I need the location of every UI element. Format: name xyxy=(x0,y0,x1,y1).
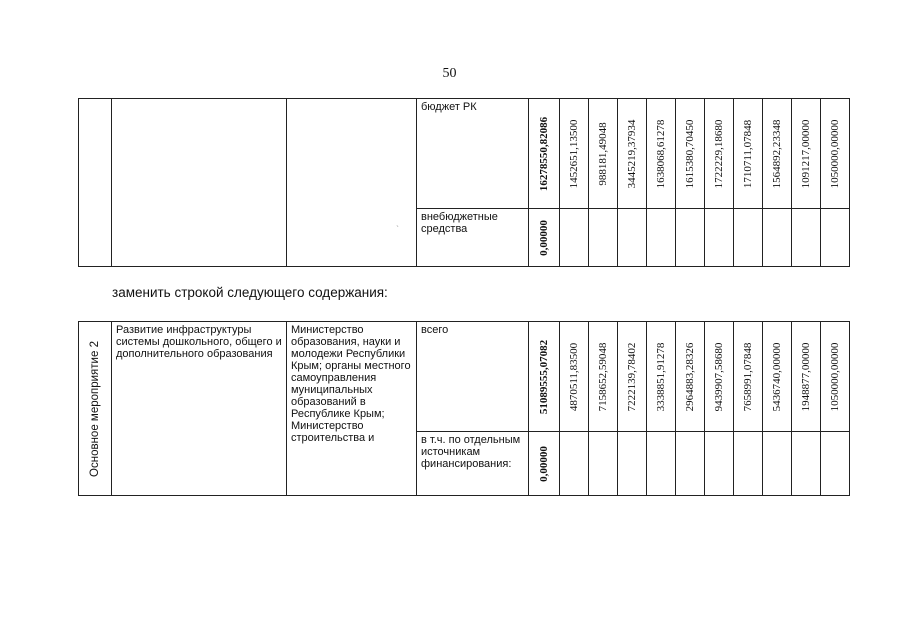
value-cell xyxy=(792,432,821,496)
year-value: 3445219,37934 xyxy=(626,119,638,188)
value-cell xyxy=(618,99,647,209)
value-cell xyxy=(705,99,734,209)
total-value: 0,00000 xyxy=(538,445,550,482)
year-value: 1564892,23348 xyxy=(771,119,783,188)
value-cell xyxy=(647,209,676,267)
budget-table-old xyxy=(78,98,850,267)
name-cell xyxy=(112,322,287,496)
year-value: 1710711,07848 xyxy=(742,119,754,188)
value-cell xyxy=(676,209,705,267)
value-cell xyxy=(734,99,763,209)
value-cell xyxy=(618,432,647,496)
value-cell xyxy=(705,432,734,496)
value-cell xyxy=(792,99,821,209)
year-value: 5436740,00000 xyxy=(771,342,783,411)
value-cell xyxy=(589,432,618,496)
value-cell xyxy=(676,322,705,432)
value-cell xyxy=(647,99,676,209)
value-cell xyxy=(529,322,560,432)
value-cell xyxy=(705,209,734,267)
value-cell xyxy=(560,432,589,496)
value-cell xyxy=(618,322,647,432)
source-cell xyxy=(417,432,529,496)
value-cell xyxy=(647,432,676,496)
year-value: 1050000,00000 xyxy=(829,119,841,188)
measure-name: Развитие инфраструктуры системы дошкольного, общего и дополнительного образования xyxy=(116,324,282,360)
value-cell xyxy=(734,432,763,496)
source-cell xyxy=(417,322,529,432)
year-value: 9439907,58680 xyxy=(713,342,725,411)
measure-cell xyxy=(79,322,112,496)
year-value: 1452651,13500 xyxy=(568,119,580,188)
year-value: 7222139,78402 xyxy=(626,342,638,411)
source-label: бюджет РК xyxy=(421,101,477,113)
scan-mark: ` xyxy=(396,224,399,234)
value-cell xyxy=(734,322,763,432)
year-value: 1615380,70450 xyxy=(684,119,696,188)
value-cell xyxy=(529,209,560,267)
value-cell xyxy=(529,99,560,209)
value-cell xyxy=(705,322,734,432)
empty-cell xyxy=(287,99,417,267)
budget-table-new xyxy=(78,321,850,496)
year-value: 3338851,91278 xyxy=(655,342,667,411)
value-cell xyxy=(676,99,705,209)
empty-cell xyxy=(79,99,112,267)
source-label: в т.ч. по отдельным источникам финансирования: xyxy=(421,434,521,470)
value-cell xyxy=(763,432,792,496)
measure-label: Основное мероприятие 2 xyxy=(89,340,101,477)
value-cell xyxy=(589,209,618,267)
page-number: 50 xyxy=(442,66,457,81)
value-cell xyxy=(821,322,850,432)
year-value: 1091217,00000 xyxy=(800,119,812,188)
value-cell xyxy=(734,209,763,267)
year-value: 7158652,59048 xyxy=(597,342,609,411)
value-cell xyxy=(821,99,850,209)
value-cell xyxy=(763,209,792,267)
year-value: 7658991,07848 xyxy=(742,342,754,411)
source-cell xyxy=(417,209,529,267)
table-row xyxy=(79,322,850,432)
value-cell xyxy=(529,432,560,496)
replacement-caption: заменить строкой следующего содержания: xyxy=(112,285,388,300)
year-value: 1050000,00000 xyxy=(829,342,841,411)
value-cell xyxy=(560,209,589,267)
value-cell xyxy=(763,322,792,432)
value-cell xyxy=(618,209,647,267)
year-value: 1722229,18680 xyxy=(713,119,725,188)
empty-cell xyxy=(112,99,287,267)
value-cell xyxy=(589,322,618,432)
table-row xyxy=(79,99,850,209)
source-cell xyxy=(417,99,529,209)
year-value: 1638068,61278 xyxy=(655,119,667,188)
year-value: 2964883,28326 xyxy=(684,342,696,411)
executors-text: Министерство образования, науки и молодежи Республики Крым; органы местного самоуправления муниципальных образований в Республике Крым; Министерство строительства и xyxy=(291,324,411,444)
value-cell xyxy=(763,99,792,209)
value-cell xyxy=(560,99,589,209)
value-cell xyxy=(792,322,821,432)
value-cell xyxy=(821,432,850,496)
total-value: 51089555,07082 xyxy=(538,339,550,414)
total-value: 0,00000 xyxy=(538,219,550,256)
executors-cell xyxy=(287,322,417,496)
source-label: всего xyxy=(421,324,449,336)
value-cell xyxy=(676,432,705,496)
year-value: 1948877,00000 xyxy=(800,342,812,411)
year-value: 988181,49048 xyxy=(597,121,609,186)
value-cell xyxy=(560,322,589,432)
value-cell xyxy=(589,99,618,209)
total-value: 16278550,82086 xyxy=(538,116,550,191)
source-label: внебюджетные средства xyxy=(421,211,498,235)
year-value: 4870511,83500 xyxy=(568,342,580,411)
value-cell xyxy=(647,322,676,432)
value-cell xyxy=(821,209,850,267)
value-cell xyxy=(792,209,821,267)
